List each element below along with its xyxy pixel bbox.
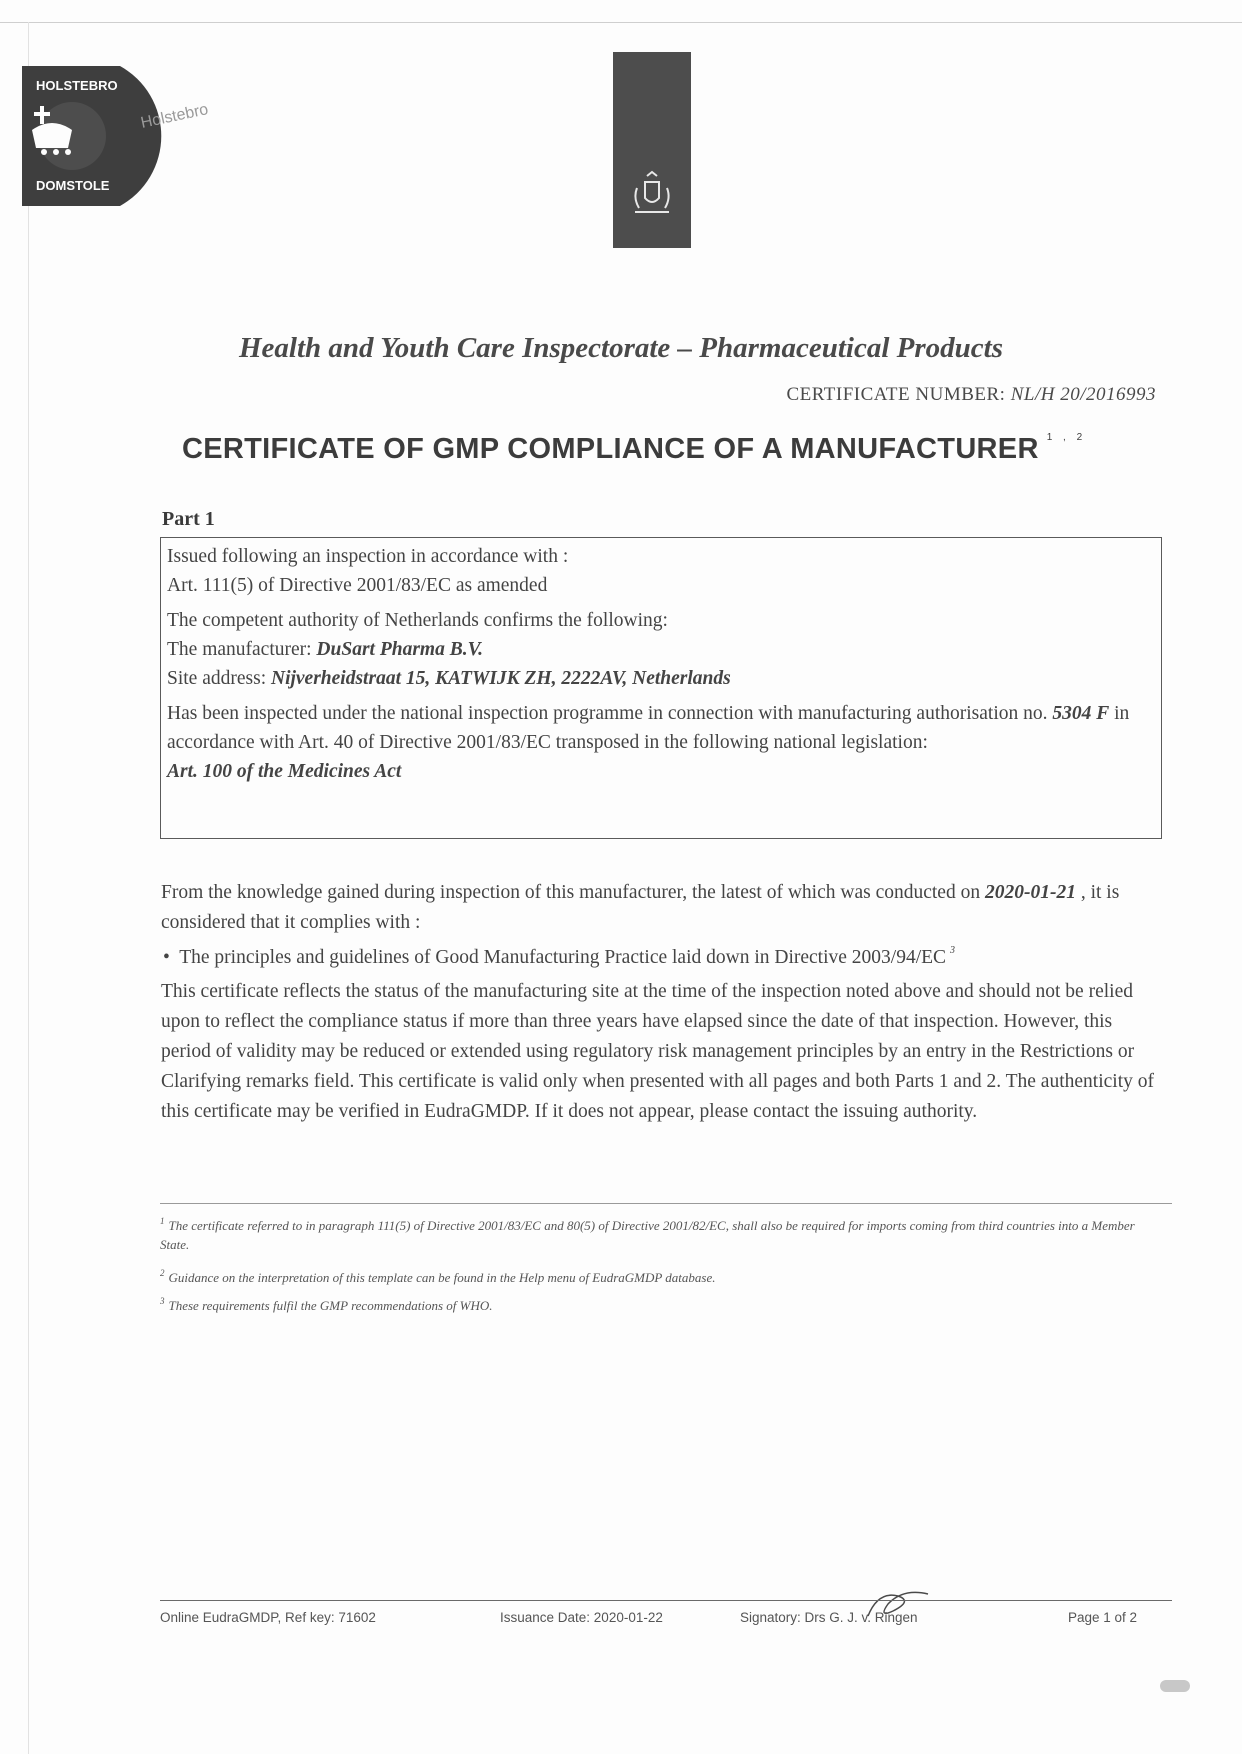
legislation: Art. 100 of the Medicines Act — [167, 761, 402, 782]
footer-divider — [160, 1600, 1172, 1601]
footnote-2-ref: 2 — [160, 1268, 165, 1278]
page-left-edge — [28, 22, 29, 1754]
inspected-post: in accordance with Art. 40 of Directive 2001/83/EC transposed in the following national legislation: — [167, 703, 1130, 753]
footnote-2 — [160, 1264, 1160, 1287]
footer-issuance-date: Issuance Date: 2020-01-22 — [500, 1610, 663, 1625]
footnote-3 — [160, 1292, 1160, 1315]
site-value: Nijverheidstraat 15, KATWIJK ZH, 2222AV, Netherlands — [270, 668, 731, 689]
court-stamp — [22, 58, 232, 218]
scan-mark — [1160, 1680, 1190, 1692]
footnote-3-text: These requirements fulfil the GMP recommendations of WHO. — [168, 1298, 493, 1313]
certificate-title — [182, 432, 1086, 466]
knowledge-pre: From the knowledge gained during inspection of this manufacturer, the latest of which was conducted on — [161, 882, 985, 903]
cert-number-value: NL/H 20/2016993 — [1010, 384, 1156, 405]
gmp-bullet — [163, 936, 1163, 973]
footnote-2-text: Guidance on the interpretation of this template can be found in the Help menu of EudraGMDP database. — [168, 1270, 716, 1285]
manufacturer-value: DuSart Pharma B.V. — [316, 639, 483, 660]
footnote-divider — [160, 1203, 1172, 1204]
site-label: Site address: — [167, 668, 271, 689]
title-refs: 1 , 2 — [1046, 432, 1087, 443]
bullet-text: The principles and guidelines of Good Manufacturing Practice laid down in Directive 2003/94/EC — [179, 947, 947, 968]
validity-statement: This certificate reflects the status of the manufacturing site at the time of the inspection noted above and should not be relied upon to reflect the compliance status if more than three years have elapsed since the date of that inspection. However, this period of validity may be reduced or extended using regulatory risk management principles by an entry in the Restrictions or Clarifying remarks field. This certificate is valid only when presented with all pages and both Parts 1 and 2. The authenticity of this certificate may be verified in EudraGMDP. If it does not appear, please contact the issuing authority. — [161, 981, 1154, 1122]
knowledge-post: , it is considered that it complies with : — [161, 882, 1120, 933]
footnote-3-ref: 3 — [160, 1296, 165, 1306]
knowledge-statement — [161, 878, 1161, 938]
stamp-side-text: Holstebro — [139, 101, 210, 132]
footer-ref-key: Online EudraGMDP, Ref key: 71602 — [160, 1610, 376, 1625]
part-1-box — [160, 537, 1162, 839]
authorisation-number: 5304 F — [1052, 703, 1110, 724]
footnote-1-text: The certificate referred to in paragraph 111(5) of Directive 2001/83/EC and 80(5) of Directive 2001/82/EC, shall also be required for imports coming from third countries into a Member State. — [160, 1218, 1135, 1252]
footer-signatory: Signatory: Drs G. J. v. Ringen — [740, 1610, 918, 1625]
page-top-edge — [0, 22, 1242, 23]
footnote-1 — [160, 1212, 1160, 1254]
article-line: Art. 111(5) of Directive 2001/83/EC as amended — [167, 575, 548, 596]
inspectorate-name: Health and Youth Care Inspectorate – Pharmaceutical Products — [239, 332, 1003, 364]
cert-number-label: CERTIFICATE NUMBER: — [786, 384, 1006, 405]
site-line — [167, 664, 1161, 693]
bullet-marker: • — [163, 947, 170, 968]
part-1-label: Part 1 — [162, 508, 215, 530]
certificate-number — [787, 384, 1157, 406]
bullet-ref: 3 — [950, 945, 956, 956]
inspected-pre: Has been inspected under the national inspection programme in connection with manufacturing authorisation no. — [167, 703, 1053, 724]
authority-line: The competent authority of Netherlands confirms the following: — [167, 610, 668, 631]
manufacturer-label: The manufacturer: — [167, 639, 317, 660]
stamp-text-top: HOLSTEBRO — [36, 78, 118, 93]
inspection-statement — [167, 699, 1157, 757]
footer-page-number: Page 1 of 2 — [1068, 1610, 1138, 1625]
manufacturer-line — [167, 635, 1161, 664]
government-logo — [613, 52, 691, 248]
title-text: CERTIFICATE OF GMP COMPLIANCE OF A MANUFACTURER — [182, 433, 1039, 465]
coat-of-arms-icon — [627, 168, 677, 218]
inspection-date: 2020-01-21 — [984, 882, 1076, 903]
issued-line: Issued following an inspection in accordance with : — [167, 546, 569, 567]
footnote-1-ref: 1 — [160, 1216, 165, 1226]
stamp-text-bottom: DOMSTOLE — [36, 178, 110, 193]
